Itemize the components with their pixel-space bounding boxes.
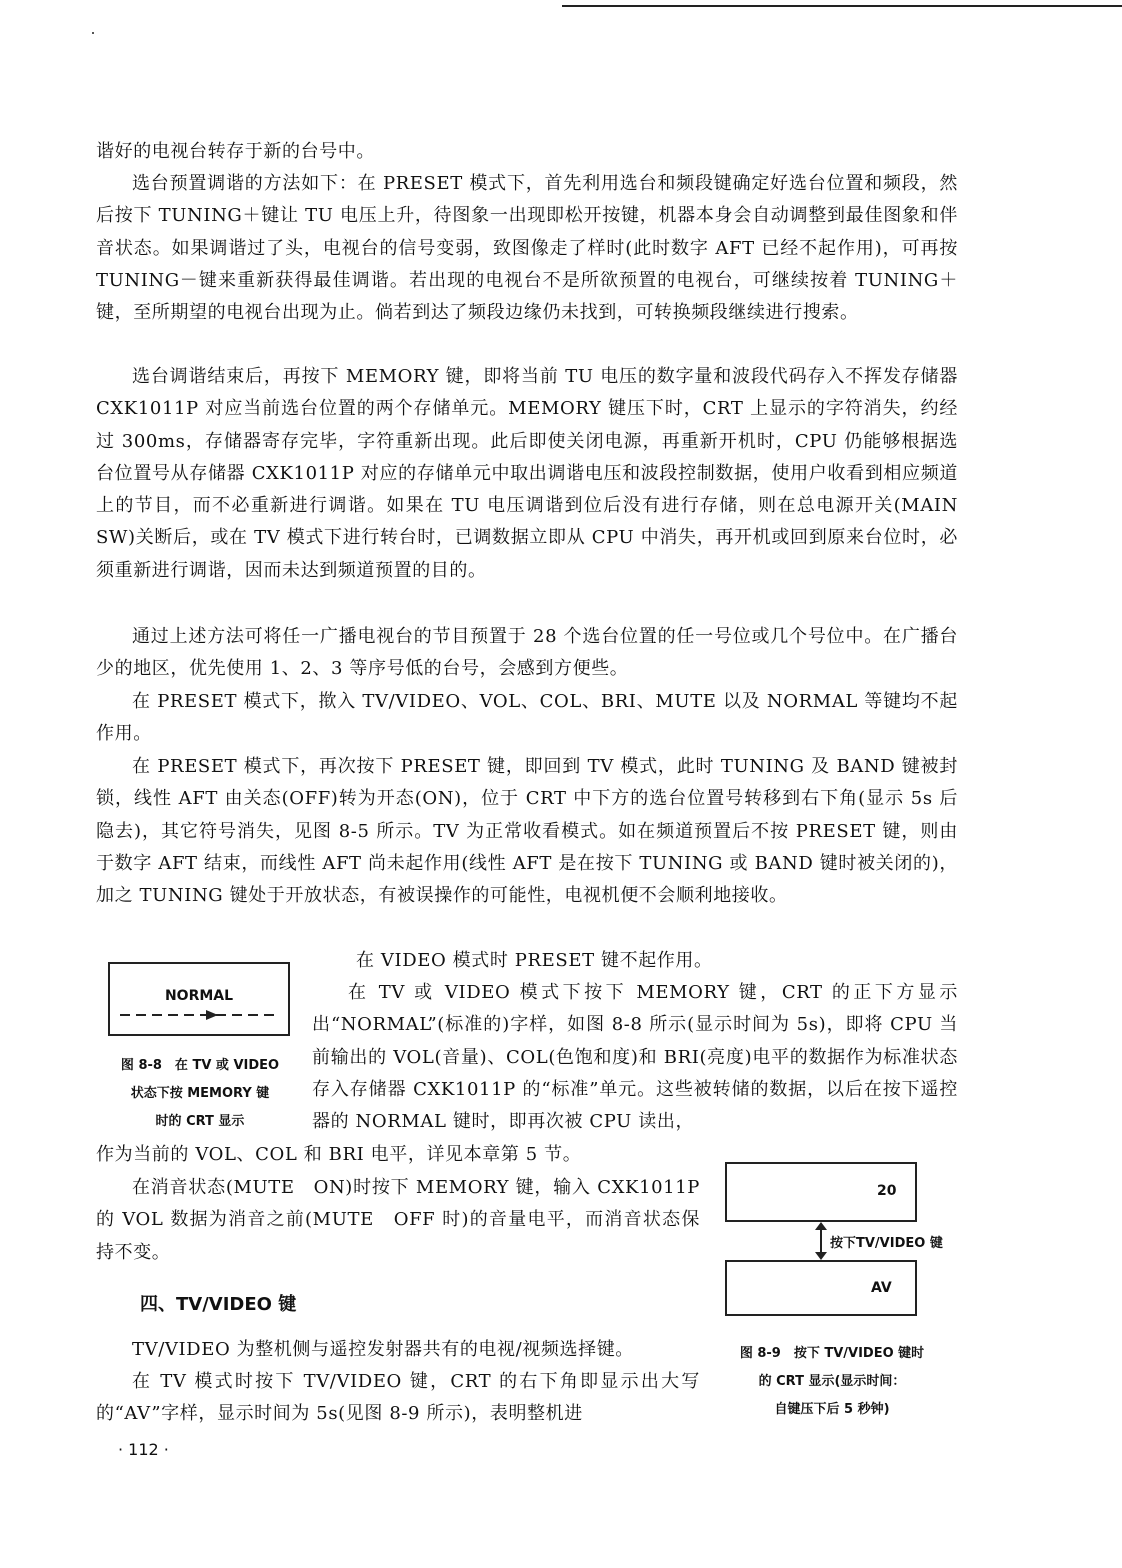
paragraph-preset-positions: 通过上述方法可将任一广播电视台的节目预置于 28 个选台位置的任一号位或几个号位中。在广播台少的地区，优先使用 1、2、3 等序号低的台号，会感到方便些。 <box>96 626 958 680</box>
paragraph-disabled-keys: 在 PRESET 模式下，揿入 TV/VIDEO、VOL、COL、BRI、MUTE 以及 NORMAL 等键均不起作用。 <box>96 691 958 745</box>
paragraph-normal-store: 在 TV 或 VIDEO 模式下按下 MEMORY 键，CRT 的正下方显示出“NORMAL”(标准的)字样，如图 8-8 所示(显示时间为 5s)，即将 CPU 当前输出的 VOL(音量)、COL(色饱和度)和 BRI(亮度)电平的数据作为标准状态存入存储器 CXK1011P 的“标准”单元。这些被转储的数据，以后在按下遥控器的 NORMAL 键时，即再次被 CPU 读出， <box>312 982 958 1133</box>
av-screen-text: AV <box>871 1280 892 1296</box>
arrow-label: 按下TV/VIDEO 键 <box>830 1236 943 1251</box>
caption-line: 自键压下后 5 秒钟) <box>774 1402 890 1417</box>
paragraph-normal-store-end: 作为当前的 VOL、COL 和 BRI 电平，详见本章第 5 节。 <box>96 1144 582 1165</box>
normal-screen-text: NORMAL <box>164 988 234 1004</box>
paragraph-tv-mode-av: 在 TV 模式时按下 TV/VIDEO 键，CRT 的右下角即显示出大写的“AV”字样，显示时间为 5s(见图 8-9 所示)，表明整机进 <box>96 1371 700 1425</box>
section-heading: 四、TV/VIDEO 键 <box>140 1294 297 1315</box>
figure-8-9-bottom-screen <box>725 1260 917 1316</box>
paragraph-tuning-method: 选台预置调谐的方法如下：在 PRESET 模式下，首先利用选台和频段键确定好选台位置和频段，然后按下 TUNING＋键让 TU 电压上升，待图象一出现即松开按键，机器本身会自动调整到最佳图象和伴音状态。如果调谐过了头，电视台的信号变弱，致图像走了样时(此时数字 AFT 已经不起作用)，可再按 TUNING－键来重新获得最佳调谐。若出现的电视台不是所欲预置的电视台，可继续按着 TUNING＋键，至所期望的电视台出现为止。倘若到达了频段边缘仍未找到，可转换频段继续进行搜索。 <box>96 173 958 324</box>
dashed-level-indicator <box>118 1008 282 1022</box>
caption-line: 的 CRT 显示(显示时间： <box>758 1374 906 1389</box>
figure-8-8-caption <box>100 1052 300 1136</box>
paragraph-continuation: 谐好的电视台转存于新的台号中。 <box>96 141 375 162</box>
double-arrow-icon <box>812 1222 830 1260</box>
caption-line: 图 8-9 按下 TV/VIDEO 键时 <box>739 1346 925 1361</box>
page-number: · 112 · <box>118 1440 169 1459</box>
paragraph-return-tv-mode: 在 PRESET 模式下，再次按下 PRESET 键，即回到 TV 模式，此时 TUNING 及 BAND 键被封锁，线性 AFT 由关态(OFF)转为开态(ON)，位于 CRT 中下方的选台位置号转移到右下角(显示 5s 后隐去)，其它符号消失，见图 8-5 所示。TV 为正常收看模式。如在频道预置后不按 PRESET 键，则由于数字 AFT 结束，而线性 AFT 尚未起作用(线性 AFT 是在按下 TUNING 或 BAND 键时被关闭的)，加之 TUNING 键处于开放状态，有被误操作的可能性，电视机便不会顺利地接收。 <box>96 756 958 907</box>
caption-line: 图 8-8 在 TV 或 VIDEO <box>120 1058 280 1073</box>
paragraph-memory-store: 选台调谐结束后，再按下 MEMORY 键，即将当前 TU 电压的数字量和波段代码存入不挥发存储器 CXK1011P 对应当前选台位置的两个存储单元。MEMORY 键压下时，CRT 上显示的字符消失，约经过 300ms，存储器寄存完毕，字符重新出现。此后即使关闭电源，再重新开机时，CPU 仍能够根据选台位置号从存储器 CXK1011P 对应的存储单元中取出调谐电压和波段控制数据，使用户收看到相应频道上的节目，而不必重新进行调谐。如果在 TU 电压调谐到位后没有进行存储，则在总电源开关(MAIN SW)关断后，或在 TV 模式下进行转台时，已调数据立即从 CPU 中消失，再开机或回到原来台位时，必须重新进行调谐，因而未达到频道预置的目的。 <box>96 366 977 581</box>
figure-8-9-top-screen <box>725 1162 917 1222</box>
paragraph-video-mode: 在 VIDEO 模式时 PRESET 键不起作用。 <box>356 950 713 971</box>
paragraph-mute-memory: 在消音状态(MUTE ON)时按下 MEMORY 键，输入 CXK1011P 的 VOL 数据为消音之前(MUTE OFF 时)的音量电平，而消音状态保持不变。 <box>96 1177 700 1263</box>
channel-number-text: 20 <box>877 1183 897 1199</box>
scan-speck <box>92 32 94 34</box>
paragraph-tvvideo-key: TV/VIDEO 为整机侧与遥控发射器共有的电视/视频选择键。 <box>132 1339 634 1360</box>
caption-line: 状态下按 MEMORY 键 <box>130 1086 270 1101</box>
top-rule <box>562 5 1122 7</box>
figure-8-8-screen <box>108 962 290 1036</box>
caption-line: 时的 CRT 显示 <box>155 1114 245 1129</box>
figure-8-9-caption <box>716 1340 948 1424</box>
